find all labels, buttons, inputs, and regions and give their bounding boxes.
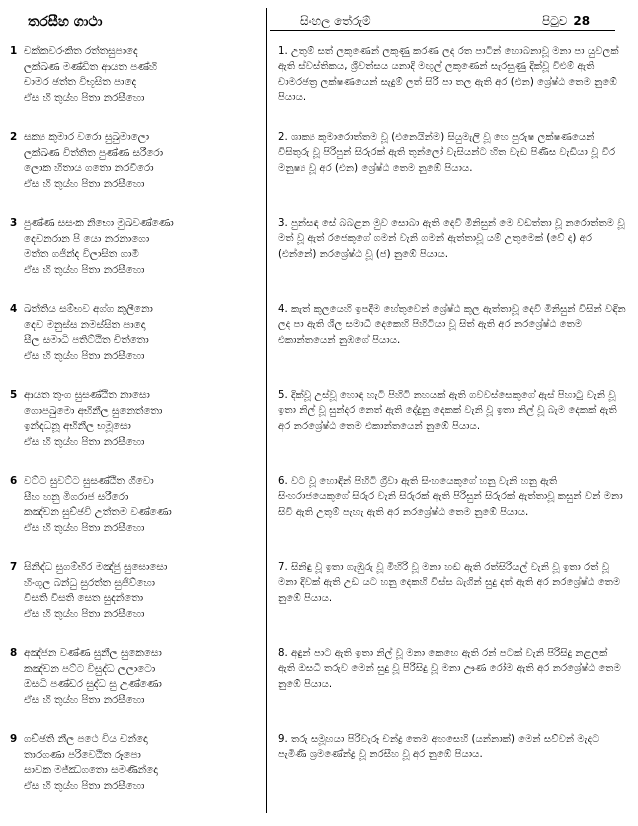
pali-verse-1 bbox=[10, 44, 260, 130]
verse-line: ඒස හි තුය්හ පිතා නරසීහො bbox=[24, 779, 145, 792]
verse-number: 7 bbox=[10, 561, 18, 573]
translation-7: 7. සිනිඳු වූ ඉතා ගැඹුරු වූ මිහිරි වූ මනා හඬ ඇති රත්සිරියල් වැනි වූ ඉතා රත් වූ මනා දිවක් ඇති උඩ යට හනු දෙකහි විස්ස බැගින් සුදු දත් ඇති අර නරශ්‍රේෂ්ඨ තෙම නුඹේ පියාය. bbox=[278, 562, 621, 604]
verse-line: ඒස හි තුය්හ පිතා නරසීහො bbox=[24, 693, 145, 706]
sinhala-translation-column bbox=[278, 44, 626, 818]
translation-8: 8. අඳුන් පාට ඇති ඉතා නිල් වූ මනා කෙහෙ ඇති රන් පටක් වැනි පිරිසිදු නළලක් ඇති ඔසධී තරුව මෙන් සුදු වූ පිරිසිදු වූ මනා ඌණ රෝම ඇති අර නරශ්‍රේෂ්ඨ තෙම නුඹේ පියාය. bbox=[278, 648, 621, 690]
pali-verse-2 bbox=[10, 130, 260, 216]
verse-line: කඤ්චන පට්ට විසුද්ධ ලලාටො bbox=[24, 662, 156, 675]
verse-number: 8 bbox=[10, 647, 18, 659]
verse-line: ඉන්දධනූ අභිනීල භමූසො bbox=[24, 420, 131, 433]
verse-line: ලොක හිතාය ගතො නරවීරො bbox=[24, 162, 154, 175]
verse-line: මත්ත ගජින්ද විලාසිත ගාමී bbox=[24, 248, 139, 261]
verse-line: ඔසධි පණ්ඩර සුද්ධ සු උණ්ණො bbox=[24, 678, 162, 691]
verse-line: සක්‍ය කුමාර වරො සුඛුමාලො bbox=[24, 131, 150, 143]
verse-line: චාමර ඡත්ත විභූසිත පාදෙ bbox=[24, 76, 137, 89]
page-number: 28 bbox=[573, 14, 591, 28]
column-divider bbox=[266, 8, 267, 813]
translation-1: 1. උතුම් සත් ලකුණෙන් ලකුණු කරණ ලද රත පාටින් හොබනාවූ මනා පා යුවලක් ඇති ස්වස්තිකය, ශ්‍රීවත්සය යනාදි මඟුල් ලකුණෙන් සැරසුණු දික්වූ විළුම් ඇති චාමරඡත්‍ර ලක්ෂණයෙන් සැදුම් ලත් සිරි පා තල ඇති අර (එන) ශ්‍රේෂ්ඨ තෙම නුඹේ පියාය. bbox=[278, 46, 619, 104]
verse-line: ගච්ඡති නීල පථෙ විය චන්දො bbox=[24, 733, 148, 745]
verse-line: තාරගණා පරිවෙඨිත රූපො bbox=[24, 748, 141, 761]
verse-line: වීසති වීසති සෙත සුදන්තො bbox=[24, 592, 144, 605]
verse-line: ඒස හි තුය්හ පිතා නරසීහො bbox=[24, 607, 145, 620]
verse-line: සිනිද්ධ සුගම්භිර මඤ්ජු සුඝොසො bbox=[24, 561, 168, 573]
pali-verse-4 bbox=[10, 302, 260, 388]
page-label-text: පිටුව bbox=[542, 14, 568, 28]
verse-line: වට්ට සුවට්ට සුසණ්ඨිත ගීවො bbox=[24, 475, 154, 487]
verse-line: සීල සමාධි පතිට්ඨිත චිත්තො bbox=[24, 334, 149, 347]
verse-line: පුණ්ණ සසංක නිභො මුඛවණ්ණො bbox=[24, 217, 174, 229]
page-header bbox=[0, 8, 638, 38]
page-number-label bbox=[542, 14, 590, 29]
pali-verse-5 bbox=[10, 388, 260, 474]
verse-line: ලක්ඛණ මණ්ඩිත ආයත පණ්හි bbox=[24, 60, 158, 73]
pali-verse-3 bbox=[10, 216, 260, 302]
verse-number: 4 bbox=[10, 303, 18, 315]
translation-5: 5. දික්වූ උස්වූ හොඳ හැටි පිහිටි නහයක් ඇති ගවවස්සෙකුගේ ඇස් පිහාටු වැනි වූ ඉතා නිල් වූ සුන්දර නෙත් ඇති දේදුනු දෙකක් වැනි වූ ඉතා නිල් වූ බැම දෙකක් ඇති අර නරශ්‍රේෂ්ඨ තෙම එකාන්තයෙන් නුඹේ පියාය. bbox=[278, 390, 617, 432]
verse-line: ගොපඛුමො අභිනීල සුනෙත්තො bbox=[24, 404, 163, 417]
translation-title: සිංහල තේරුම් bbox=[300, 14, 371, 28]
verse-number: 6 bbox=[10, 475, 18, 487]
verse-line: කඤ්චන සුච්ඡවි උත්තම වණ්ණො bbox=[24, 506, 172, 519]
pali-verses-column bbox=[10, 44, 260, 818]
pali-verse-7 bbox=[10, 560, 260, 646]
verse-line: ඒස හි තුය්හ පිතා නරසීහො bbox=[24, 349, 145, 362]
translation-3: 3. පුන්සඳ සේ බබළන මුව සොබා ඇති දෙවි මිනිසුන් මෙ වඩත්තා වූ නරොත්තම වූ මත් වූ ඇත් රජෙකුගේ ගමන් වැනි ගමන් ඇත්තාවූ යම් උතුමෙක් (වේ ද) අර (එන්නේ) නරශ්‍රේෂ්ඨ වූ (ජ) නුඹේ පියාය. bbox=[278, 218, 625, 260]
pali-verse-9 bbox=[10, 732, 260, 818]
pali-verse-6 bbox=[10, 474, 260, 560]
verse-line: ඒස හි තුය්හ පිතා නරසීහො bbox=[24, 177, 145, 190]
verse-line: ඒස හි තුය්හ පිතා නරසීහො bbox=[24, 521, 145, 534]
translation-4: 4. කැත් කුලයෙහි ඉපදීම හේතුවෙන් ශ්‍රේෂ්ඨ කුල ඇත්තාවූ දෙවි මිනිසුන් විසින් වඳින ලද පා ඇති ශීල සමාධී දෙකෙහි පිහිටියා වූ සිත් ඇති අර නරශ්‍රේෂ්ඨ තෙම එකාන්තයෙන් නුඹගේ පියාය. bbox=[278, 304, 626, 346]
translation-6: 6. වට වූ හොඳින් පිහිටි ග්‍රීවා ඇති සිංහයෙකුගේ හනු වැනි හනු ඇති සිංහරාජයෙකුගේ සිරුර වැනි සිරුරක් ඇති පිරිසුන් සිරුරක් ඇත්තාවූ කසුන් වන් මනා සිවි ඇති උතුම් පැහැ ඇති අර නරශ්‍රේෂ්ඨ තෙම නුඹේ පියාය. bbox=[278, 476, 623, 518]
header-rule bbox=[270, 30, 615, 31]
verse-line: ඒස හි තුය්හ පිතා නරසීහො bbox=[24, 91, 145, 104]
verse-number: 1 bbox=[10, 45, 18, 57]
translation-9: 9. තරු සමූහයා පිරිවැරූ චන්ද්‍ර තෙම අහසෙහි (යන්නාක්) මෙන් සව්වන් මැදට පැමිණි ශ්‍රමණේන්ද්‍ර වූ නරසීහ වූ අර නුඹේ පියාය. bbox=[278, 734, 600, 761]
verse-line: ඒස හි තුය්හ පිතා නරසීහො bbox=[24, 435, 145, 448]
verse-line: සාවක මජ්ඣගතො සමණින්දො bbox=[24, 764, 158, 777]
translation-2: 2. ශාක්‍ය කුමාරොත්තම වූ (එනෙයින්ම) සියුමැලි වූ හෙ පුරුෂ ලක්ෂණයෙන් විසිතුරු වූ පිරිපුන් සිරුරක් ඇති තුන්ලෝ වැසියන්ට හිත වැඩ පිණිස වැඩියා වූ වීර මනුෂ්‍ය වූ අර (එන) ශ්‍රේෂ්ඨ තෙම නුඹේ පියාය. bbox=[278, 132, 616, 174]
verse-line: සීහ හනු මිගරාජ සරීරො bbox=[24, 490, 129, 503]
verse-number: 2 bbox=[10, 131, 18, 143]
verse-line: දෙවනරාන පි යො නරනාගො bbox=[24, 232, 150, 245]
verse-line: හිංගුල බන්ධු සුරත්ත සුජිව්හො bbox=[24, 576, 155, 589]
verse-line: දෙව මනුස්ස නමස්සිත පාදො bbox=[24, 318, 146, 331]
pali-verse-8 bbox=[10, 646, 260, 732]
verse-number: 3 bbox=[10, 217, 18, 229]
verse-line: අඤ්ජන වණ්ණ සුනීල සුකෙසො bbox=[24, 647, 162, 659]
verse-line: ඛත්තිය සම්භව අග්ග කුලීනො bbox=[24, 303, 153, 315]
verse-number: 5 bbox=[10, 389, 18, 401]
verse-line: ආයත තුංග සුසණ්ඨිත නාසො bbox=[24, 389, 150, 401]
verse-line: ඒස හි තුය්හ පිතා නරසීහො bbox=[24, 263, 145, 276]
document-title: තරසීහ ගාථා bbox=[28, 14, 103, 30]
verse-line: චක්කවරංකිත රත්තසුපාදෙ bbox=[24, 45, 138, 57]
verse-number: 9 bbox=[10, 733, 18, 745]
verse-line: ලක්ඛණ විත්තිත පුණ්ණ සරීරො bbox=[24, 146, 164, 159]
